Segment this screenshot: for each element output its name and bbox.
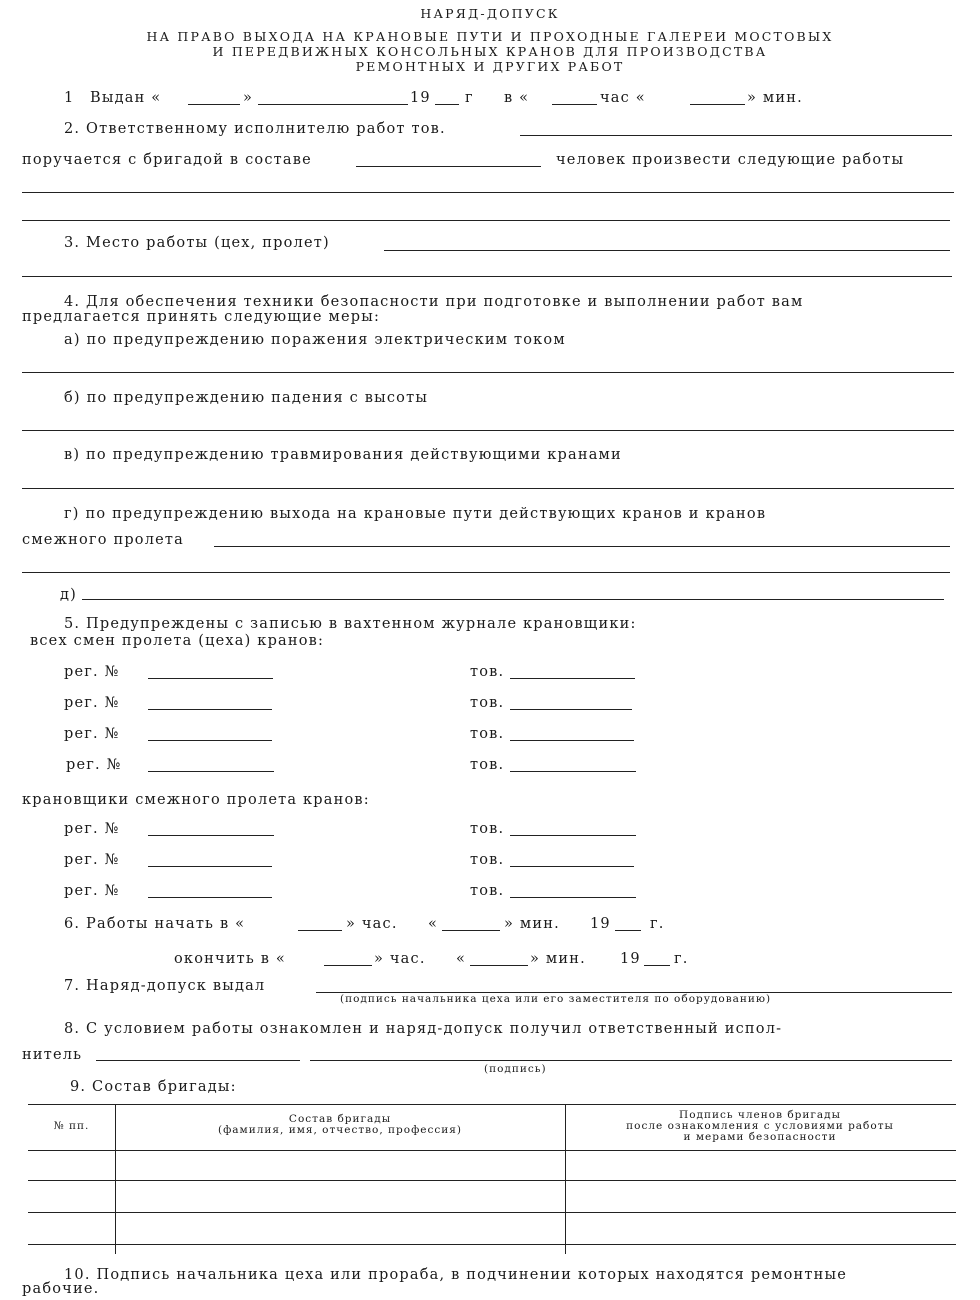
item4-v-field[interactable] — [22, 488, 954, 489]
item7-caption: (подпись начальника цеха или его заместителя по оборудованию) — [340, 993, 772, 1005]
item6-end-quote: « — [456, 951, 467, 967]
item6-start-quote: « — [428, 916, 439, 932]
item6-start-year: 19 — [590, 916, 611, 932]
form-subtitle-2: И ПЕРЕДВИЖНЫХ КОНСОЛЬНЫХ КРАНОВ ДЛЯ ПРОИЗВОДСТВА — [212, 44, 768, 59]
table-col-signature-header — [565, 1110, 955, 1143]
item10-label: 10. Подпись начальника цеха или прораба, в подчинении которых находятся ремонтные — [64, 1267, 847, 1283]
item1-hour-label: час « — [600, 90, 646, 106]
item8-label: 8. С условием работы ознакомлен и наряд-допуск получил ответственный испол- — [64, 1021, 783, 1037]
item9-label: 9. Состав бригады: — [70, 1079, 237, 1095]
item8-name-field[interactable] — [96, 1060, 300, 1061]
item2-label: 2. Ответственному исполнителю работ тов. — [64, 121, 446, 137]
item1-minute-label: » мин. — [747, 90, 803, 106]
item1-quote: » — [243, 90, 254, 106]
item1-year-suffix: г — [465, 90, 474, 106]
reg-label: рег. № — [64, 852, 120, 868]
table-top-border — [28, 1104, 956, 1105]
item6-start-hour-field[interactable] — [298, 930, 342, 931]
item2-brigade-label: поручается с бригадой в составе — [22, 152, 312, 168]
reg-number-field[interactable] — [148, 740, 272, 741]
item2-brigade-size-field[interactable] — [356, 166, 541, 167]
tov-label: тов. — [470, 664, 505, 680]
item3-place-line-2[interactable] — [22, 276, 952, 277]
tov-label: тов. — [470, 726, 505, 742]
item6-end-minute-field[interactable] — [470, 965, 528, 966]
reg-number-field[interactable] — [148, 771, 274, 772]
item2-works-label: человек произвести следующие работы — [556, 152, 905, 168]
reg-number-field[interactable] — [148, 897, 272, 898]
item8-label-2: нитель — [22, 1047, 83, 1063]
reg-number-field[interactable] — [148, 709, 272, 710]
item6-end-year-field[interactable] — [644, 965, 670, 966]
item6-start-label: 6. Работы начать в « — [64, 916, 246, 932]
item7-label: 7. Наряд-допуск выдал — [64, 978, 266, 994]
tov-field[interactable] — [510, 771, 636, 772]
reg-label: рег. № — [64, 883, 120, 899]
table-col-composition-title: Состав бригады — [288, 1113, 392, 1125]
reg-label: рег. № — [64, 821, 120, 837]
table-col-signature-sub-2: и мерами безопасности — [683, 1131, 837, 1144]
item6-end-minute-label: » мин. — [530, 951, 586, 967]
reg-number-field[interactable] — [148, 835, 274, 836]
item8-caption: (подпись) — [484, 1063, 547, 1075]
item6-end-label: окончить в « — [174, 951, 287, 967]
item4-intro-line2: предлагается принять следующие меры: — [22, 309, 381, 325]
tov-label: тов. — [470, 695, 505, 711]
item6-end-hour-field[interactable] — [324, 965, 372, 966]
reg-number-field[interactable] — [148, 678, 273, 679]
item4-b-field[interactable] — [22, 430, 954, 431]
item6-end-year: 19 — [620, 951, 641, 967]
adjacent-drivers-label: крановщики смежного пролета кранов: — [22, 792, 370, 808]
item6-start-year-field[interactable] — [615, 930, 641, 931]
tov-field[interactable] — [510, 835, 636, 836]
table-col-signature-title: Подпись членов бригады — [679, 1109, 841, 1121]
table-col-signature-sub-1: после ознакомления с условиями работы — [626, 1120, 894, 1133]
item6-end-hour-label: » час. — [374, 951, 426, 967]
form-subtitle-3: РЕМОНТНЫХ И ДРУГИХ РАБОТ — [355, 59, 625, 74]
item4-b-label: б) по предупреждению падения с высоты — [64, 390, 429, 406]
table-col-number-header: № пп. — [53, 1120, 90, 1132]
table-header-bottom — [28, 1150, 956, 1151]
item6-start-minute-field[interactable] — [442, 930, 500, 931]
item1-in-label: в « — [504, 90, 530, 106]
item6-start-hour-label: » час. — [346, 916, 398, 932]
reg-label: рег. № — [64, 695, 120, 711]
item1-year-field[interactable] — [435, 104, 459, 105]
item4-d-label: д) — [60, 587, 77, 603]
item5-label: 5. Предупреждены с записью в вахтенном журнале крановщики: — [64, 616, 637, 632]
item4-g-field[interactable] — [214, 546, 950, 547]
reg-label: рег. № — [64, 664, 120, 680]
tov-label: тов. — [470, 883, 505, 899]
item1-day-field[interactable] — [188, 104, 240, 105]
table-row-line — [28, 1244, 956, 1245]
item1-issued-label: Выдан « — [90, 90, 162, 106]
item2-works-line-2[interactable] — [22, 220, 950, 221]
item1-number: 1 — [64, 90, 75, 106]
item6-start-minute-label: » мин. — [504, 916, 560, 932]
item8-signature-field[interactable] — [310, 1060, 952, 1061]
item3-label: 3. Место работы (цех, пролет) — [64, 235, 330, 251]
item10-label-2: рабочие. — [22, 1281, 100, 1297]
tov-label: тов. — [470, 757, 505, 773]
reg-number-field[interactable] — [148, 866, 272, 867]
tov-field[interactable] — [510, 866, 634, 867]
reg-label: рег. № — [64, 726, 120, 742]
item4-v-label: в) по предупреждению травмирования действующими кранами — [64, 447, 622, 463]
item4-a-field[interactable] — [22, 372, 954, 373]
item3-place-field[interactable] — [384, 250, 950, 251]
reg-label: рег. № — [66, 757, 122, 773]
table-row-line — [28, 1212, 956, 1213]
item4-d-field[interactable] — [82, 599, 944, 600]
item4-intro-line1: 4. Для обеспечения техники безопасности при подготовке и выполнении работ вам — [64, 294, 804, 310]
item4-g-label: г) по предупреждению выхода на крановые пути действующих кранов и кранов — [64, 506, 767, 522]
item1-year-prefix: 19 — [410, 90, 431, 106]
item6-end-year-suffix: г. — [674, 951, 689, 967]
tov-label: тов. — [470, 821, 505, 837]
tov-field[interactable] — [510, 897, 636, 898]
item5-sublabel: всех смен пролета (цеха) кранов: — [30, 633, 325, 649]
table-col-composition-header — [115, 1114, 565, 1136]
tov-field[interactable] — [510, 740, 634, 741]
item1-hour-field[interactable] — [552, 104, 597, 105]
table-row-line — [28, 1180, 956, 1181]
item4-g-label-2: смежного пролета — [22, 532, 184, 548]
item1-minute-field[interactable] — [690, 104, 745, 105]
table-col-composition-subtitle: (фамилия, имя, отчество, профессия) — [217, 1124, 462, 1137]
item4-g-field-2[interactable] — [22, 572, 950, 573]
form-subtitle-1: НА ПРАВО ВЫХОДА НА КРАНОВЫЕ ПУТИ И ПРОХОДНЫЕ ГАЛЕРЕИ МОСТОВЫХ — [146, 29, 834, 44]
form-title: НАРЯД-ДОПУСК — [420, 6, 560, 21]
tov-field[interactable] — [510, 709, 632, 710]
item6-start-year-suffix: г. — [650, 916, 665, 932]
item4-a-label: а) по предупреждению поражения электрическим током — [64, 332, 566, 348]
item2-executor-field[interactable] — [520, 135, 952, 136]
item2-works-line-1[interactable] — [22, 192, 954, 193]
item1-month-field[interactable] — [258, 104, 408, 105]
tov-label: тов. — [470, 852, 505, 868]
tov-field[interactable] — [510, 678, 635, 679]
